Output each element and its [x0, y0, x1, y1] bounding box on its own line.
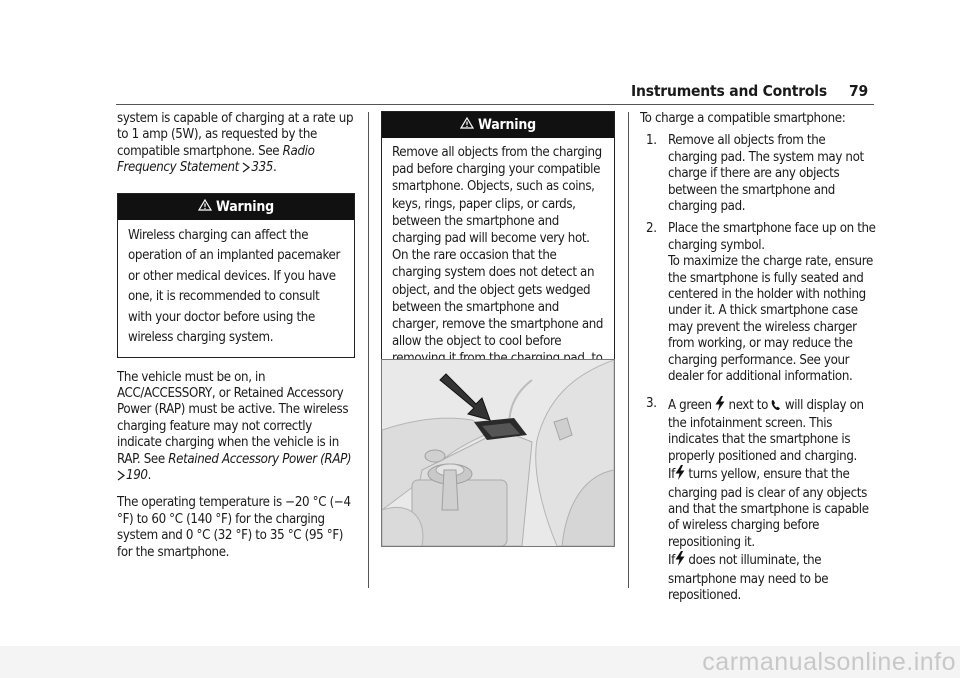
lightning-bolt-icon — [675, 551, 685, 571]
watermark: carmanualsonline.info — [0, 646, 960, 678]
step-3-no-light: If does not illuminate, the smartphone may need to be repositioned. — [668, 553, 829, 603]
step-2-detail: To maximize the charge rate, ensure the smartphone is fully seated and centered in the holder with nothing under it. A thick smartphone case may prevent the wireless charger from working, or may reduce the charging performance. See your dealer for additional information. — [668, 254, 873, 385]
column-right — [640, 111, 876, 604]
page-number: 79 — [848, 82, 868, 100]
warning-text: Wireless charging can affect the operation of an implanted pacemaker or other medical devices. If you have one, it is recommended to consult with your doctor before using the wireless charging system. — [128, 227, 340, 346]
step-2: 2. Place the smartphone face up on the charging symbol. To maximize the charge rate, ensure the smartphone is fully seated and centered in the holder with nothing under it. A thick smartphone case may prevent the wireless charger from working, or may reduce the charging performance. See your dealer for additional information. — [646, 221, 876, 385]
lightning-bolt-icon — [715, 396, 725, 416]
step-3: 3. A green next to will display on the infotainment screen. This indicates that the smartphone is properly positioned and charging. If turns yellow, ensure that the charging pad is clear of any objects and that the smartphone is capable of wireless charging before repositioning it. If does not illuminate, the smartphone may need to be repositioned. — [646, 396, 876, 605]
warning-triangle-icon — [198, 195, 212, 221]
step-3-yellow: If turns yellow, ensure that the charging pad is clear of any objects and that the smartphone is capable of wireless charging before repositioning it. — [668, 467, 869, 550]
step-1: 1. Remove all objects from the charging pad. The system may not charge if there are any objects between the smartphone and charging pad. — [646, 133, 864, 215]
xref-radio-frequency[interactable]: Radio Frequency Statement — [117, 143, 315, 176]
column-divider-2 — [628, 112, 629, 588]
page-header — [631, 82, 868, 100]
warning-triangle-icon — [460, 113, 474, 139]
column-left — [117, 111, 357, 561]
column-divider-1 — [368, 112, 369, 588]
warning-box-objects — [381, 111, 615, 394]
warning-text: Remove all objects from the charging pad before charging your compatible smartphone. Objects, such as coins, keys, rings, paper clips, or cards, between the smartphone and charging pad will become very hot. On the rare occasion that the charging system does not detect an object, and the object gets wedged between the smartphone and charger, remove the smartphone and allow the object to cool before — [392, 145, 604, 350]
warning-box-pacemaker — [117, 193, 355, 358]
phone-handset-icon — [771, 399, 781, 416]
charging-pad-illustration — [381, 359, 615, 547]
center-console-drawing — [382, 360, 614, 546]
charging-steps-list — [640, 133, 876, 604]
intro-paragraph: system is capable of charging at a rate up to 1 amp (5W), as requested by the compatible smartphone. See Radio Frequency Statement 335. — [117, 111, 357, 179]
steps-lead: To charge a compatible smartphone: — [640, 111, 846, 126]
lightning-bolt-icon — [675, 465, 685, 485]
column-middle — [381, 111, 615, 394]
warning-heading: Warning — [118, 194, 354, 220]
header-rule — [116, 104, 874, 105]
vehicle-power-paragraph: The vehicle must be on, in ACC/ACCESSORY, or Retained Accessory Power (RAP) must be active. The wireless charging feature may not correctly indicate charging when the vehicle is in RAP. See Retained Accessory Power (RAP) 190. — [117, 370, 357, 487]
section-title: Instruments and Controls — [631, 82, 827, 100]
warning-heading: Warning — [382, 112, 614, 138]
page-reference-arrow-icon — [117, 470, 126, 486]
xref-retained-accessory-power[interactable]: Retained Accessory Power (RAP) — [168, 451, 352, 467]
temperature-paragraph: The operating temperature is −20 °C (−4 °F) to 60 °C (140 °F) for the charging system and 0 °C (32 °F) to 35 °C (95 °F) for the smartphone. — [117, 495, 351, 560]
